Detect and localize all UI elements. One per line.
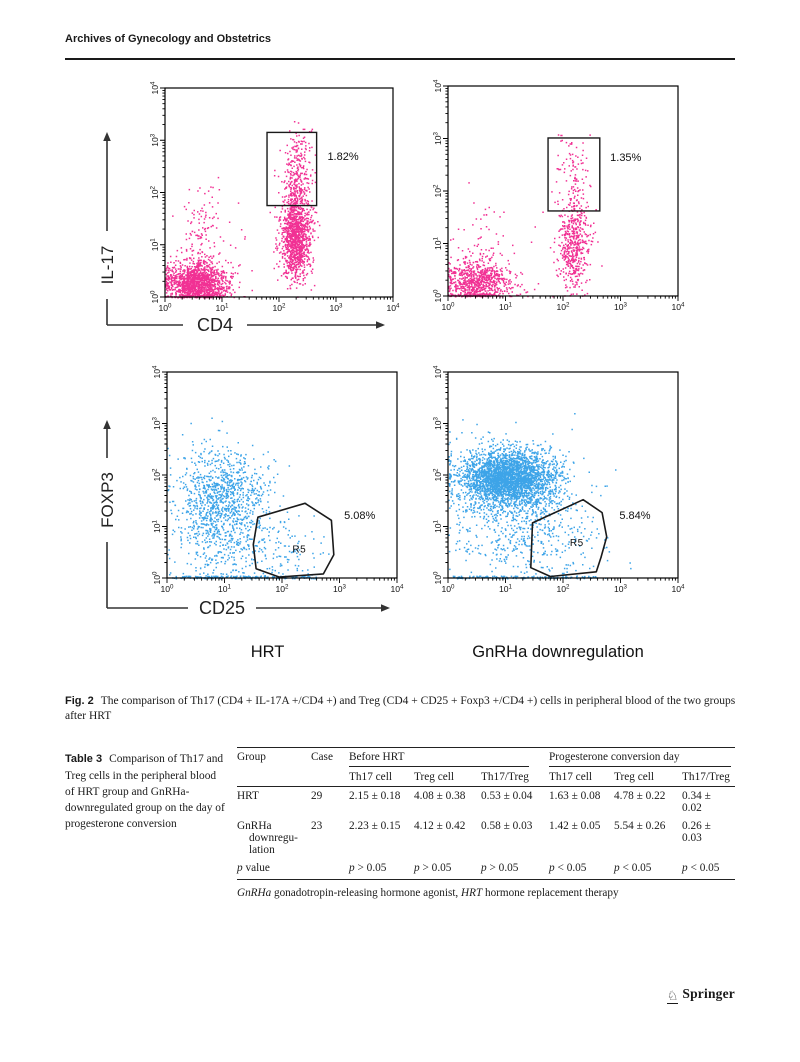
table-caption-label: Table 3 [65,753,103,765]
sub-header: Treg cell [414,770,481,787]
scatter-plot-svg [425,350,707,602]
scatter-plot-svg [85,70,407,352]
col-header-group: Group [237,748,311,787]
table-caption [65,751,228,832]
y-axis-arrowhead [103,132,111,141]
y-tick-label: $10^3$ [149,133,160,147]
flow-plot-treg-gnrha [425,350,707,607]
span-header-before-hrt: Before HRT [349,748,549,771]
x-tick-label: $10^1$ [498,583,513,594]
gate-polygon [253,503,333,577]
y-axis-label: IL-17 [98,245,117,285]
figure-caption-label: Fig. 2 [65,695,94,707]
cell-case: 23 [311,820,323,832]
cell-value: 1.63 ± 0.08 [549,790,601,802]
cell-value: p > 0.05 [414,859,481,880]
y-tick-label: $10^2$ [149,185,160,200]
y-tick-label: $10^4$ [151,365,162,379]
table-header-row [237,748,735,771]
y-tick-label: $10^0$ [151,571,162,585]
sub-header: Th17 cell [349,770,414,787]
x-axis-label: CD25 [198,598,246,618]
axis-ticks [443,86,678,301]
y-tick-label: $10^4$ [432,365,443,379]
y-tick-label: $10^2$ [432,184,443,198]
x-tick-label: $10^4$ [390,583,404,594]
y-tick-label: $10^0$ [149,290,160,304]
scatter-points [448,413,632,580]
table-row-pvalue [237,859,735,880]
cell-value: 4.12 ± 0.42 [414,820,466,832]
y-axis-arrowhead [103,420,111,429]
group-label-gnrha: GnRHa downregulation [472,643,644,661]
x-tick-label: $10^1$ [215,302,229,313]
springer-knight-icon: ♘ [666,988,679,1003]
y-tick-label: $10^1$ [151,519,162,534]
x-tick-label: $10^3$ [613,301,628,312]
y-axis-label: FOXP3 [98,472,117,528]
cell-value: 4.08 ± 0.38 [414,790,466,802]
x-axis-label: CD4 [196,315,234,335]
cell-group: p value [237,859,311,880]
y-tick-label: $10^3$ [432,131,443,146]
scatter-plot-svg [85,350,417,642]
x-tick-label: $10^0$ [158,302,172,313]
y-tick-label: $10^3$ [151,416,162,431]
gate-region-name: R5 [292,544,307,556]
x-tick-label: $10^4$ [386,302,400,313]
table-caption-text: Comparison of Th17 and Treg cells in the peripheral blood of HRT group and GnRHa-downregulated group on the day of progesterone conversion [65,753,225,831]
cell-value: 5.54 ± 0.26 [614,820,666,832]
cell-value: p < 0.05 [614,859,682,880]
x-tick-label: $10^3$ [329,302,343,313]
y-tick-label: $10^2$ [432,468,443,482]
sub-header: Th17 cell [549,770,614,787]
y-tick-label: $10^0$ [432,289,443,303]
y-tick-label: $10^4$ [432,79,443,93]
x-tick-label: $10^2$ [556,301,570,312]
cell-group: GnRHa downregu- lation [237,820,298,856]
y-tick-label: $10^4$ [149,81,160,95]
cell-value: 0.58 ± 0.03 [481,820,533,832]
scatter-plot-svg [425,70,707,314]
y-tick-label: $10^1$ [432,519,443,534]
cell-case [311,859,349,880]
gate-percentage-label: 1.35% [610,152,642,165]
figure-caption-text: The comparison of Th17 (CD4 + IL-17A +/CD4 +) and Treg (CD4 + CD25 + Foxp3 +/CD4 +) cells in peripheral blood of the two groups after HRT [65,695,736,723]
cell-value: 0.53 ± 0.04 [481,790,533,802]
scatter-points [165,121,320,299]
table-footnote: GnRHa gonadotropin-releasing hormone agonist, HRT hormone replacement therapy [237,887,619,899]
x-tick-label: $10^0$ [441,301,455,312]
cell-value: p > 0.05 [349,859,414,880]
table-row [237,787,735,818]
x-tick-label: $10^4$ [671,583,685,594]
flow-plot-treg-hrt [85,350,417,647]
publisher-name: Springer [682,986,735,1001]
flow-plot-th17-hrt [85,70,407,357]
gate-rectangle [548,138,600,211]
y-tick-label: $10^2$ [151,468,162,482]
cell-case: 29 [311,790,323,802]
gate-percentage-label: 1.82% [327,151,359,164]
gate-percentage-label: 5.84% [619,509,651,522]
gate-region-name: R5 [569,538,584,550]
group-label-hrt: HRT [250,643,285,661]
cell-value: 2.23 ± 0.15 [349,820,401,832]
table-row [237,817,735,859]
scatter-points [448,134,603,297]
cell-value: p > 0.05 [481,859,549,880]
x-tick-label: $10^2$ [556,583,570,594]
x-tick-label: $10^4$ [671,301,685,312]
sub-header: Treg cell [614,770,682,787]
cell-value: 2.15 ± 0.18 [349,790,401,802]
table-3 [237,747,735,899]
x-tick-label: $10^2$ [272,302,286,313]
x-axis-arrowhead [381,604,390,612]
y-tick-label: $10^0$ [432,571,443,585]
cell-group: HRT [237,790,259,802]
sub-header: Th17/Treg [481,770,549,787]
cell-value: 0.26 ± 0.03 [682,820,711,844]
y-tick-label: $10^3$ [432,416,443,431]
cell-value: 1.42 ± 0.05 [549,820,601,832]
x-tick-label: $10^1$ [217,583,232,594]
y-tick-label: $10^1$ [432,236,443,251]
x-tick-label: $10^0$ [160,583,174,594]
x-tick-label: $10^2$ [275,583,289,594]
gate-percentage-label: 5.08% [344,509,376,522]
x-tick-label: $10^3$ [613,583,628,594]
flow-plot-th17-gnrha [425,70,707,319]
span-header-progesterone-day: Progesterone conversion day [549,748,735,771]
cell-value: 0.34 ± 0.02 [682,790,711,814]
cell-value: 4.78 ± 0.22 [614,790,666,802]
x-tick-label: $10^3$ [332,583,347,594]
cell-value: p < 0.05 [682,859,735,880]
sub-header: Th17/Treg [682,770,735,787]
x-tick-label: $10^1$ [498,301,513,312]
publisher-footer [620,985,735,1004]
x-axis-arrowhead [376,321,385,329]
journal-name: Archives of Gynecology and Obstetrics [65,33,272,45]
figure-caption [65,694,737,724]
col-header-case: Case [311,748,349,787]
cell-value: p < 0.05 [549,859,614,880]
y-tick-label: $10^1$ [149,238,160,252]
comparison-table [237,747,735,880]
x-tick-label: $10^0$ [441,583,455,594]
